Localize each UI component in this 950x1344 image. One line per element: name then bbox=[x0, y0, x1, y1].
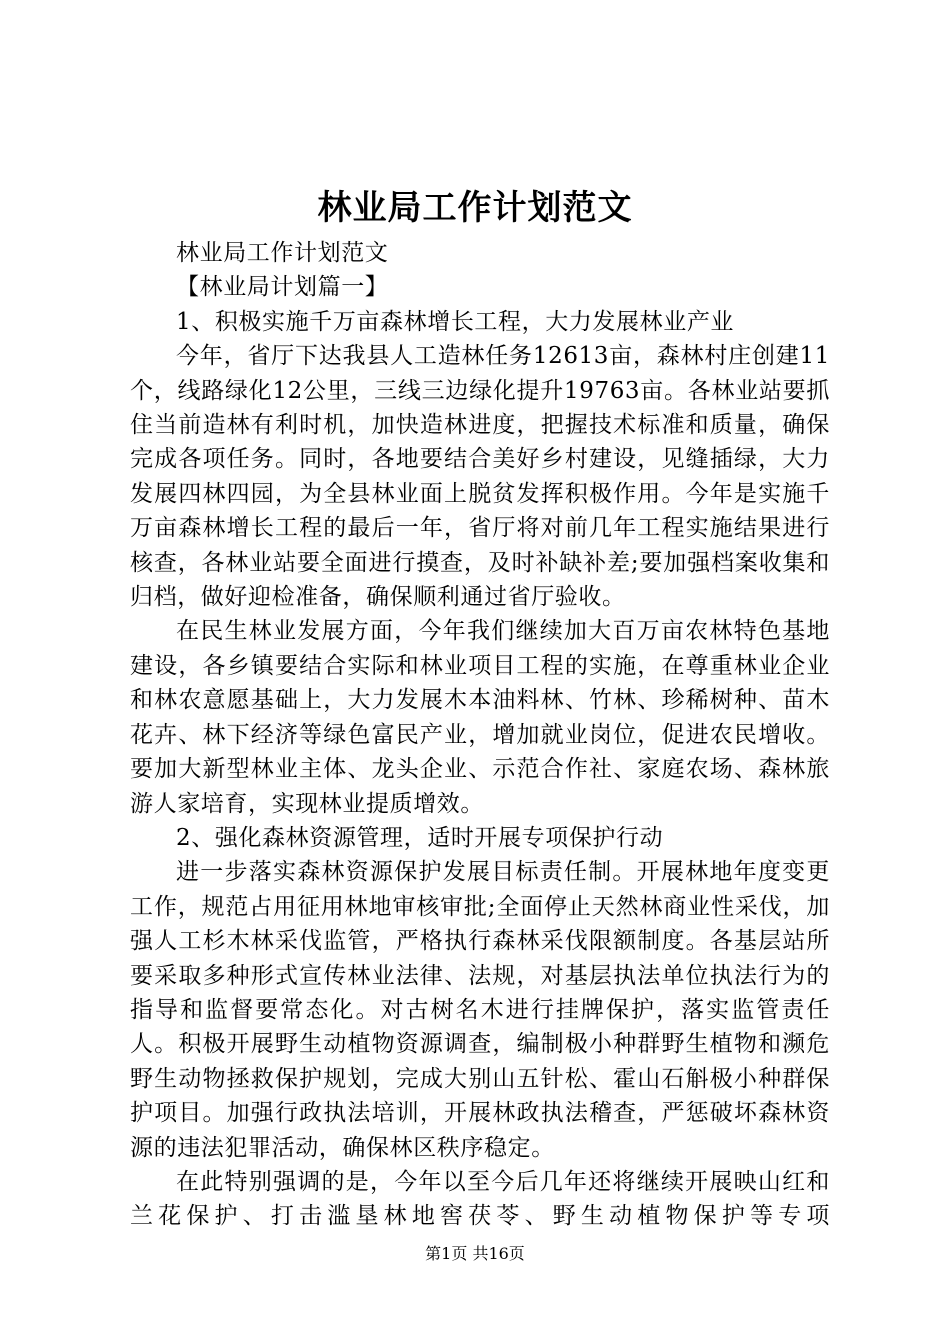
paragraph-section-label: 【林业局计划篇一】 bbox=[176, 274, 389, 301]
page-number-footer: 第1页 共16页 bbox=[425, 1244, 525, 1263]
paragraph-subtitle: 林业局工作计划范文 bbox=[176, 240, 389, 266]
paragraph-body: 在民生林业发展方面，今年我们继续加大百万亩农林特色基地建设，各乡镇要结合实际和林业项目工程的实施，在尊重林业企业和林农意愿基础上，大力发展木本油料林、竹林、珍稀树种、苗木花卉、林下经济等绿色富民产业，增加就业岗位，促进农民增收。要加大新型林业主体、龙头企业、示范合作社、家庭农场、森林旅游人家培育，实现林业提质增效。 bbox=[130, 618, 830, 817]
paragraph-body: 进一步落实森林资源保护发展目标责任制。开展林地年度变更工作，规范占用征用林地审核审批;全面停止天然林商业性采伐，加强人工杉木林采伐监管，严格执行森林采伐限额制度。各基层站所要采取多种形式宣传林业法律、法规，对基层执法单位执法行为的指导和监督要常态化。对古树名木进行挂牌保护，落实监管责任人。积极开展野生动植物资源调查，编制极小种群野生植物和濒危野生动物拯救保护规划，完成大别山五针松、霍山石斛极小种群保护项目。加强行政执法培训，开展林政执法稽查，严惩破坏森林资源的违法犯罪活动，确保林区秩序稳定。 bbox=[130, 859, 830, 1161]
paragraph-body: 今年，省厅下达我县人工造林任务12613亩，森林村庄创建11个，线路绿化12公里，三线三边绿化提升19763亩。各林业站要抓住当前造林有利时机，加快造林进度，把握技术标准和质量，确保完成各项任务。同时，各地要结合美好乡村建设，见缝插绿，大力发展四林四园，为全县林业面上脱贫发挥积极作用。今年是实施千万亩森林增长工程的最后一年，省厅将对前几年工程实施结果进行核查，各林业站要全面进行摸查，及时补缺补差;要加强档案收集和归档，做好迎检准备，确保顺利通过省厅验收。 bbox=[130, 343, 830, 611]
document-body bbox=[130, 236, 830, 1234]
paragraph-heading-2: 2、强化森林资源管理，适时开展专项保护行动 bbox=[176, 824, 664, 851]
document-title: 林业局工作计划范文 bbox=[317, 188, 633, 228]
paragraph-body: 在此特别强调的是，今年以至今后几年还将继续开展映山红和兰花保护、打击滥垦林地窖茯苓、野生动植物保护等专项 bbox=[130, 1168, 830, 1230]
paragraph-heading-1: 1、积极实施千万亩森林增长工程，大力发展林业产业 bbox=[176, 308, 735, 335]
